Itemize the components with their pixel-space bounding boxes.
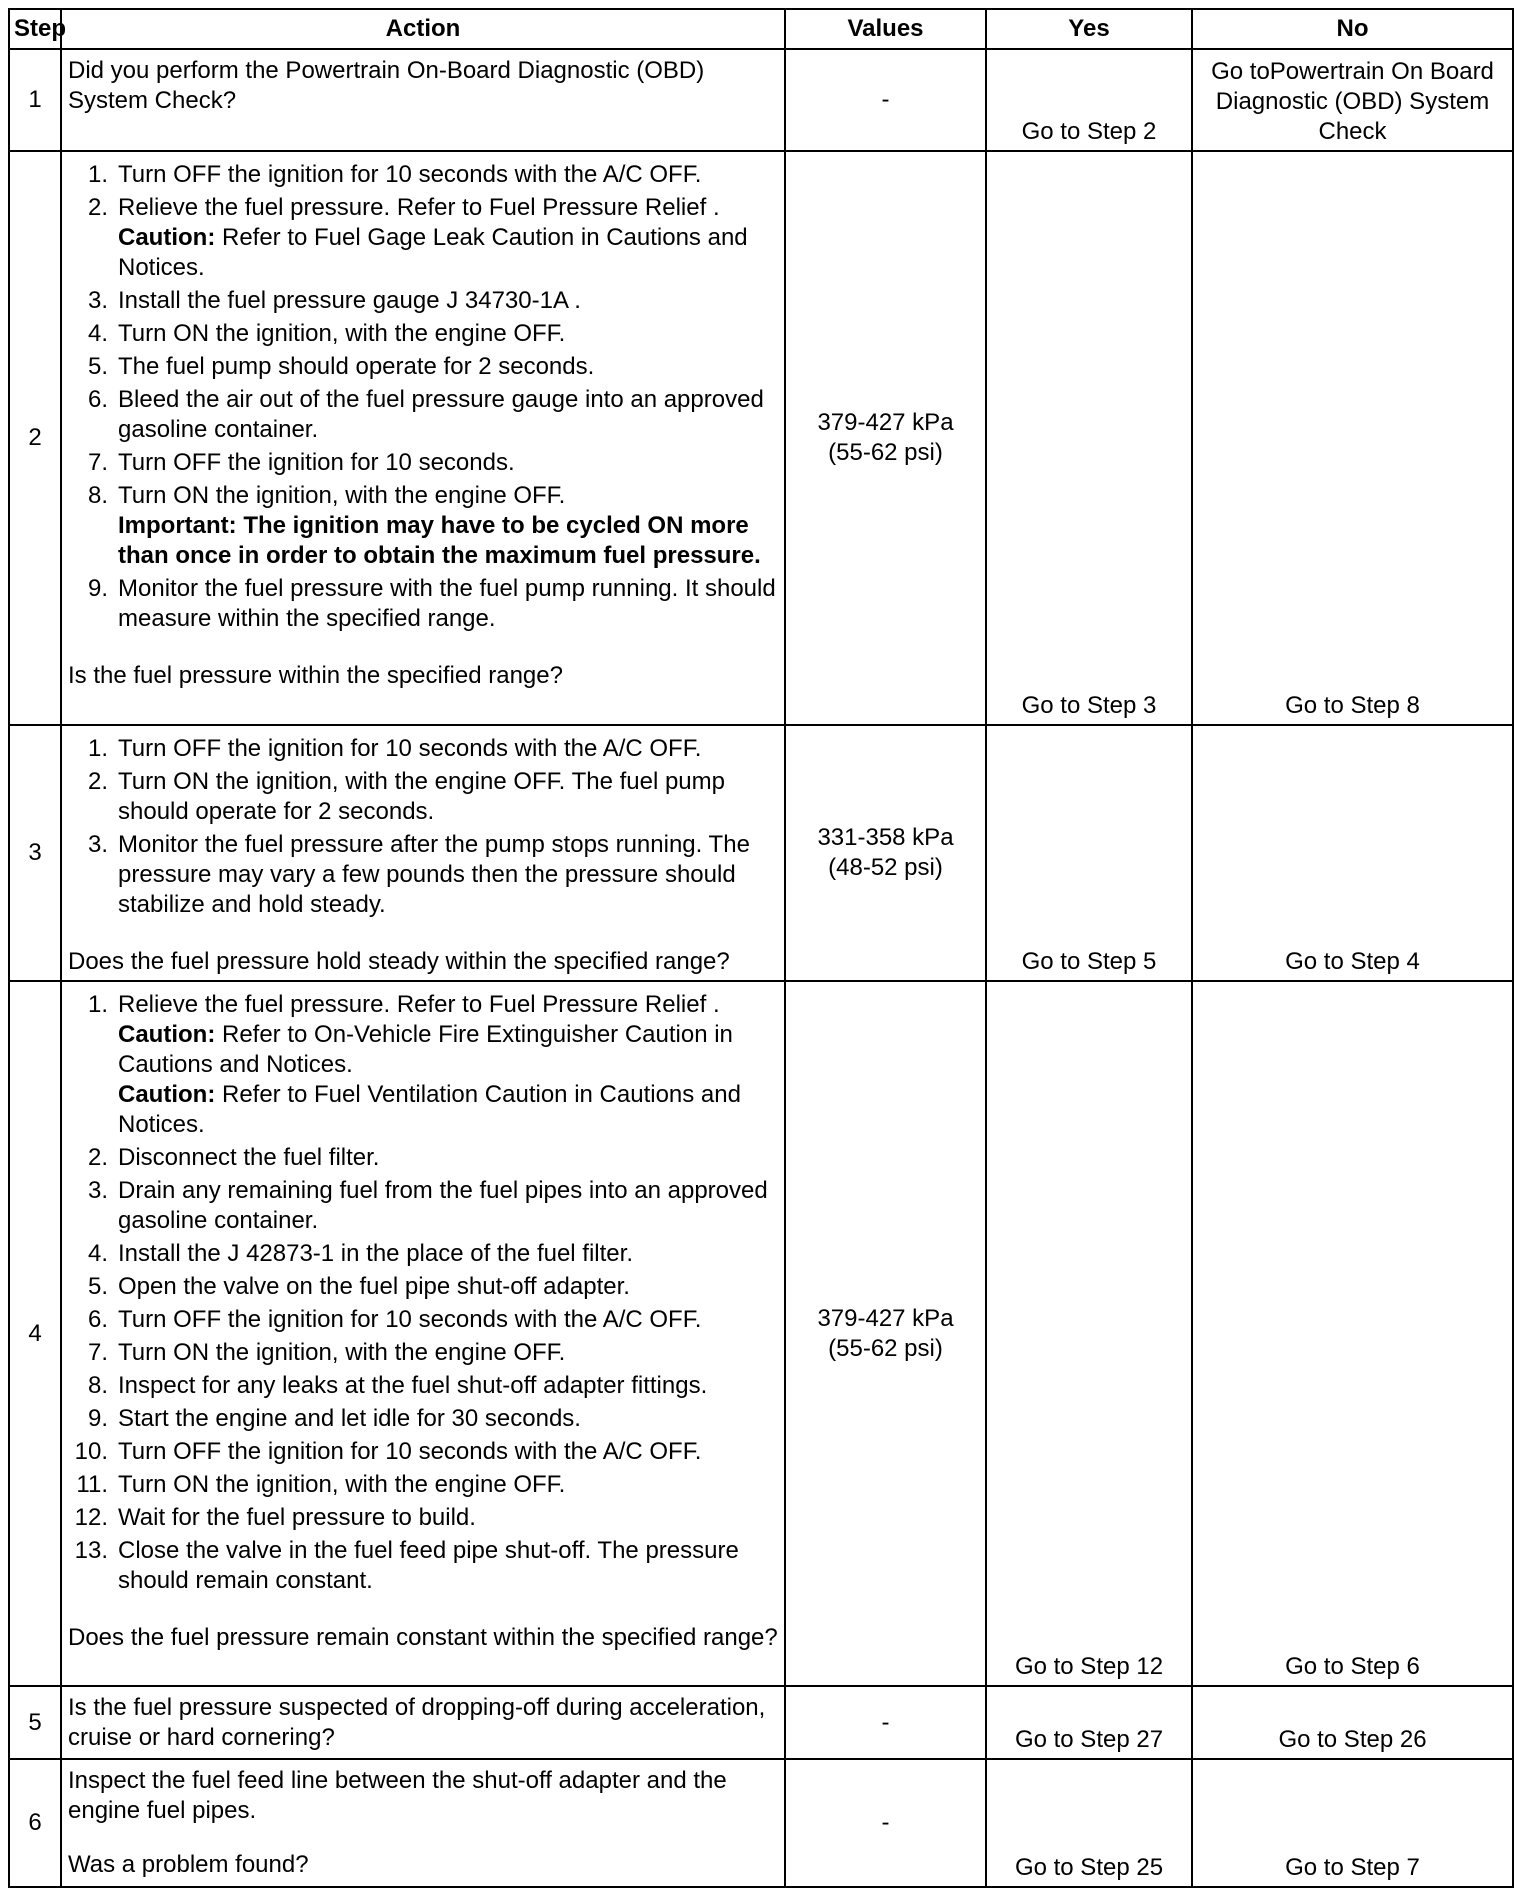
header-yes: Yes	[986, 9, 1192, 49]
table-row-step-1	[9, 49, 1513, 151]
caution-label: Caution:	[118, 1021, 216, 1048]
action-question: Is the fuel pressure suspected of dropping-off during acceleration, cruise or hard cornering?	[68, 1694, 766, 1751]
values-cell: 379-427 kPa (55-62 psi)	[785, 981, 986, 1686]
list-item: 6. Bleed the air out of the fuel pressure gauge into an approved gasoline container.	[87, 386, 764, 443]
action-cell	[61, 1759, 785, 1887]
action-cell	[61, 151, 785, 725]
procedure-list	[68, 734, 778, 920]
list-item: 4. Install the J 42873-1 in the place of the fuel filter.	[87, 1240, 633, 1267]
list-item: 3. Drain any remaining fuel from the fuel pipes into an approved gasoline container.	[87, 1177, 768, 1234]
yes-cell: Go to Step 3	[986, 151, 1192, 725]
no-cell: Go toPowertrain On Board Diagnostic (OBD) System Check	[1192, 49, 1513, 151]
list-item: 3. Monitor the fuel pressure after the pump stops running. The pressure may vary a few pounds then the pressure should stabilize and hold steady.	[87, 831, 750, 918]
caution-text: Refer to Fuel Ventilation Caution in Cautions and Notices.	[118, 1081, 741, 1138]
list-item: 1. Turn OFF the ignition for 10 seconds with the A/C OFF.	[87, 735, 702, 762]
list-item: 1. Turn OFF the ignition for 10 seconds with the A/C OFF.	[87, 161, 702, 188]
diagnostic-table	[8, 8, 1514, 1888]
list-item: 3. Install the fuel pressure gauge J 34730-1A .	[87, 287, 581, 314]
list-item: 1. Relieve the fuel pressure. Refer to Fuel Pressure Relief . Caution: Refer to On-Vehicle Fire Extinguisher Caution in Cautions and Notices. Caution: Refer to Fuel Ventilation Caution in Cautions and Notices.	[87, 991, 741, 1138]
action-instruction: Inspect the fuel feed line between the shut-off adapter and the engine fuel pipes.	[68, 1767, 727, 1824]
no-cell: Go to Step 26	[1192, 1686, 1513, 1759]
yes-cell: Go to Step 27	[986, 1686, 1192, 1759]
list-item: 8. Inspect for any leaks at the fuel shut-off adapter fittings.	[87, 1372, 708, 1399]
action-question: Does the fuel pressure remain constant within the specified range?	[68, 1624, 778, 1651]
yes-cell: Go to Step 12	[986, 981, 1192, 1686]
step-number: 1	[9, 49, 61, 151]
table-row-step-6	[9, 1759, 1513, 1887]
no-cell: Go to Step 8	[1192, 151, 1513, 725]
action-cell	[61, 725, 785, 981]
important-note: Important: The ignition may have to be cycled ON more than once in order to obtain the maximum fuel pressure.	[118, 512, 761, 569]
list-item: 4. Turn ON the ignition, with the engine OFF.	[87, 320, 566, 347]
step-number: 5	[9, 1686, 61, 1759]
header-step: Step	[9, 9, 61, 49]
caution-label: Caution:	[118, 1081, 216, 1108]
yes-cell: Go to Step 2	[986, 49, 1192, 151]
procedure-list	[68, 160, 778, 634]
table-row-step-2	[9, 151, 1513, 725]
yes-cell: Go to Step 25	[986, 1759, 1192, 1887]
diagnostic-table-page	[8, 8, 1512, 1888]
step-number: 6	[9, 1759, 61, 1887]
list-item: 13. Close the valve in the fuel feed pipe shut-off. The pressure should remain constant.	[74, 1537, 739, 1594]
no-cell: Go to Step 7	[1192, 1759, 1513, 1887]
list-item: 5. Open the valve on the fuel pipe shut-off adapter.	[87, 1273, 630, 1300]
list-item: 10. Turn OFF the ignition for 10 seconds with the A/C OFF.	[74, 1438, 702, 1465]
table-row-step-4	[9, 981, 1513, 1686]
list-item: 7. Turn OFF the ignition for 10 seconds.	[87, 449, 515, 476]
list-item: 9. Start the engine and let idle for 30 seconds.	[87, 1405, 581, 1432]
list-item: 9. Monitor the fuel pressure with the fuel pump running. It should measure within the specified range.	[87, 575, 776, 632]
action-question: Does the fuel pressure hold steady within the specified range?	[68, 948, 730, 975]
values-cell: -	[785, 1686, 986, 1759]
list-item: 12. Wait for the fuel pressure to build.	[74, 1504, 476, 1531]
table-row-step-5	[9, 1686, 1513, 1759]
no-cell: Go to Step 4	[1192, 725, 1513, 981]
step-number: 4	[9, 981, 61, 1686]
values-cell: -	[785, 1759, 986, 1887]
list-item: 8. Turn ON the ignition, with the engine OFF. Important: The ignition may have to be cycled ON more than once in order to obtain the maximum fuel pressure.	[68, 481, 778, 571]
step-number: 3	[9, 725, 61, 981]
header-values: Values	[785, 9, 986, 49]
list-item: 11. Turn ON the ignition, with the engine OFF.	[76, 1471, 566, 1498]
action-cell	[61, 49, 785, 151]
values-cell: -	[785, 49, 986, 151]
caution-text: Refer to On-Vehicle Fire Extinguisher Caution in Cautions and Notices.	[118, 1021, 733, 1078]
no-cell: Go to Step 6	[1192, 981, 1513, 1686]
list-item: 2. Disconnect the fuel filter.	[87, 1144, 380, 1171]
action-cell	[61, 981, 785, 1686]
yes-cell: Go to Step 5	[986, 725, 1192, 981]
action-question: Did you perform the Powertrain On-Board Diagnostic (OBD) System Check?	[68, 57, 705, 114]
action-question: Is the fuel pressure within the specified range?	[68, 662, 563, 689]
caution-label: Caution:	[118, 224, 216, 251]
step-number: 2	[9, 151, 61, 725]
list-item: 5. The fuel pump should operate for 2 seconds.	[87, 353, 595, 380]
header-action: Action	[61, 9, 785, 49]
list-item: 2. Turn ON the ignition, with the engine OFF. The fuel pump should operate for 2 seconds.	[87, 768, 725, 825]
values-cell: 379-427 kPa (55-62 psi)	[785, 151, 986, 725]
procedure-list	[68, 990, 778, 1596]
values-cell: 331-358 kPa (48-52 psi)	[785, 725, 986, 981]
caution-text: Refer to Fuel Gage Leak Caution in Cautions and Notices.	[118, 224, 748, 281]
table-row-step-3	[9, 725, 1513, 981]
list-item: 2. Relieve the fuel pressure. Refer to Fuel Pressure Relief . Caution: Refer to Fuel Gage Leak Caution in Cautions and Notices.	[87, 194, 748, 281]
list-item: 7. Turn ON the ignition, with the engine OFF.	[87, 1339, 566, 1366]
header-row	[9, 9, 1513, 49]
action-question: Was a problem found?	[68, 1851, 309, 1878]
action-cell	[61, 1686, 785, 1759]
list-item: 6. Turn OFF the ignition for 10 seconds with the A/C OFF.	[87, 1306, 702, 1333]
header-no: No	[1192, 9, 1513, 49]
